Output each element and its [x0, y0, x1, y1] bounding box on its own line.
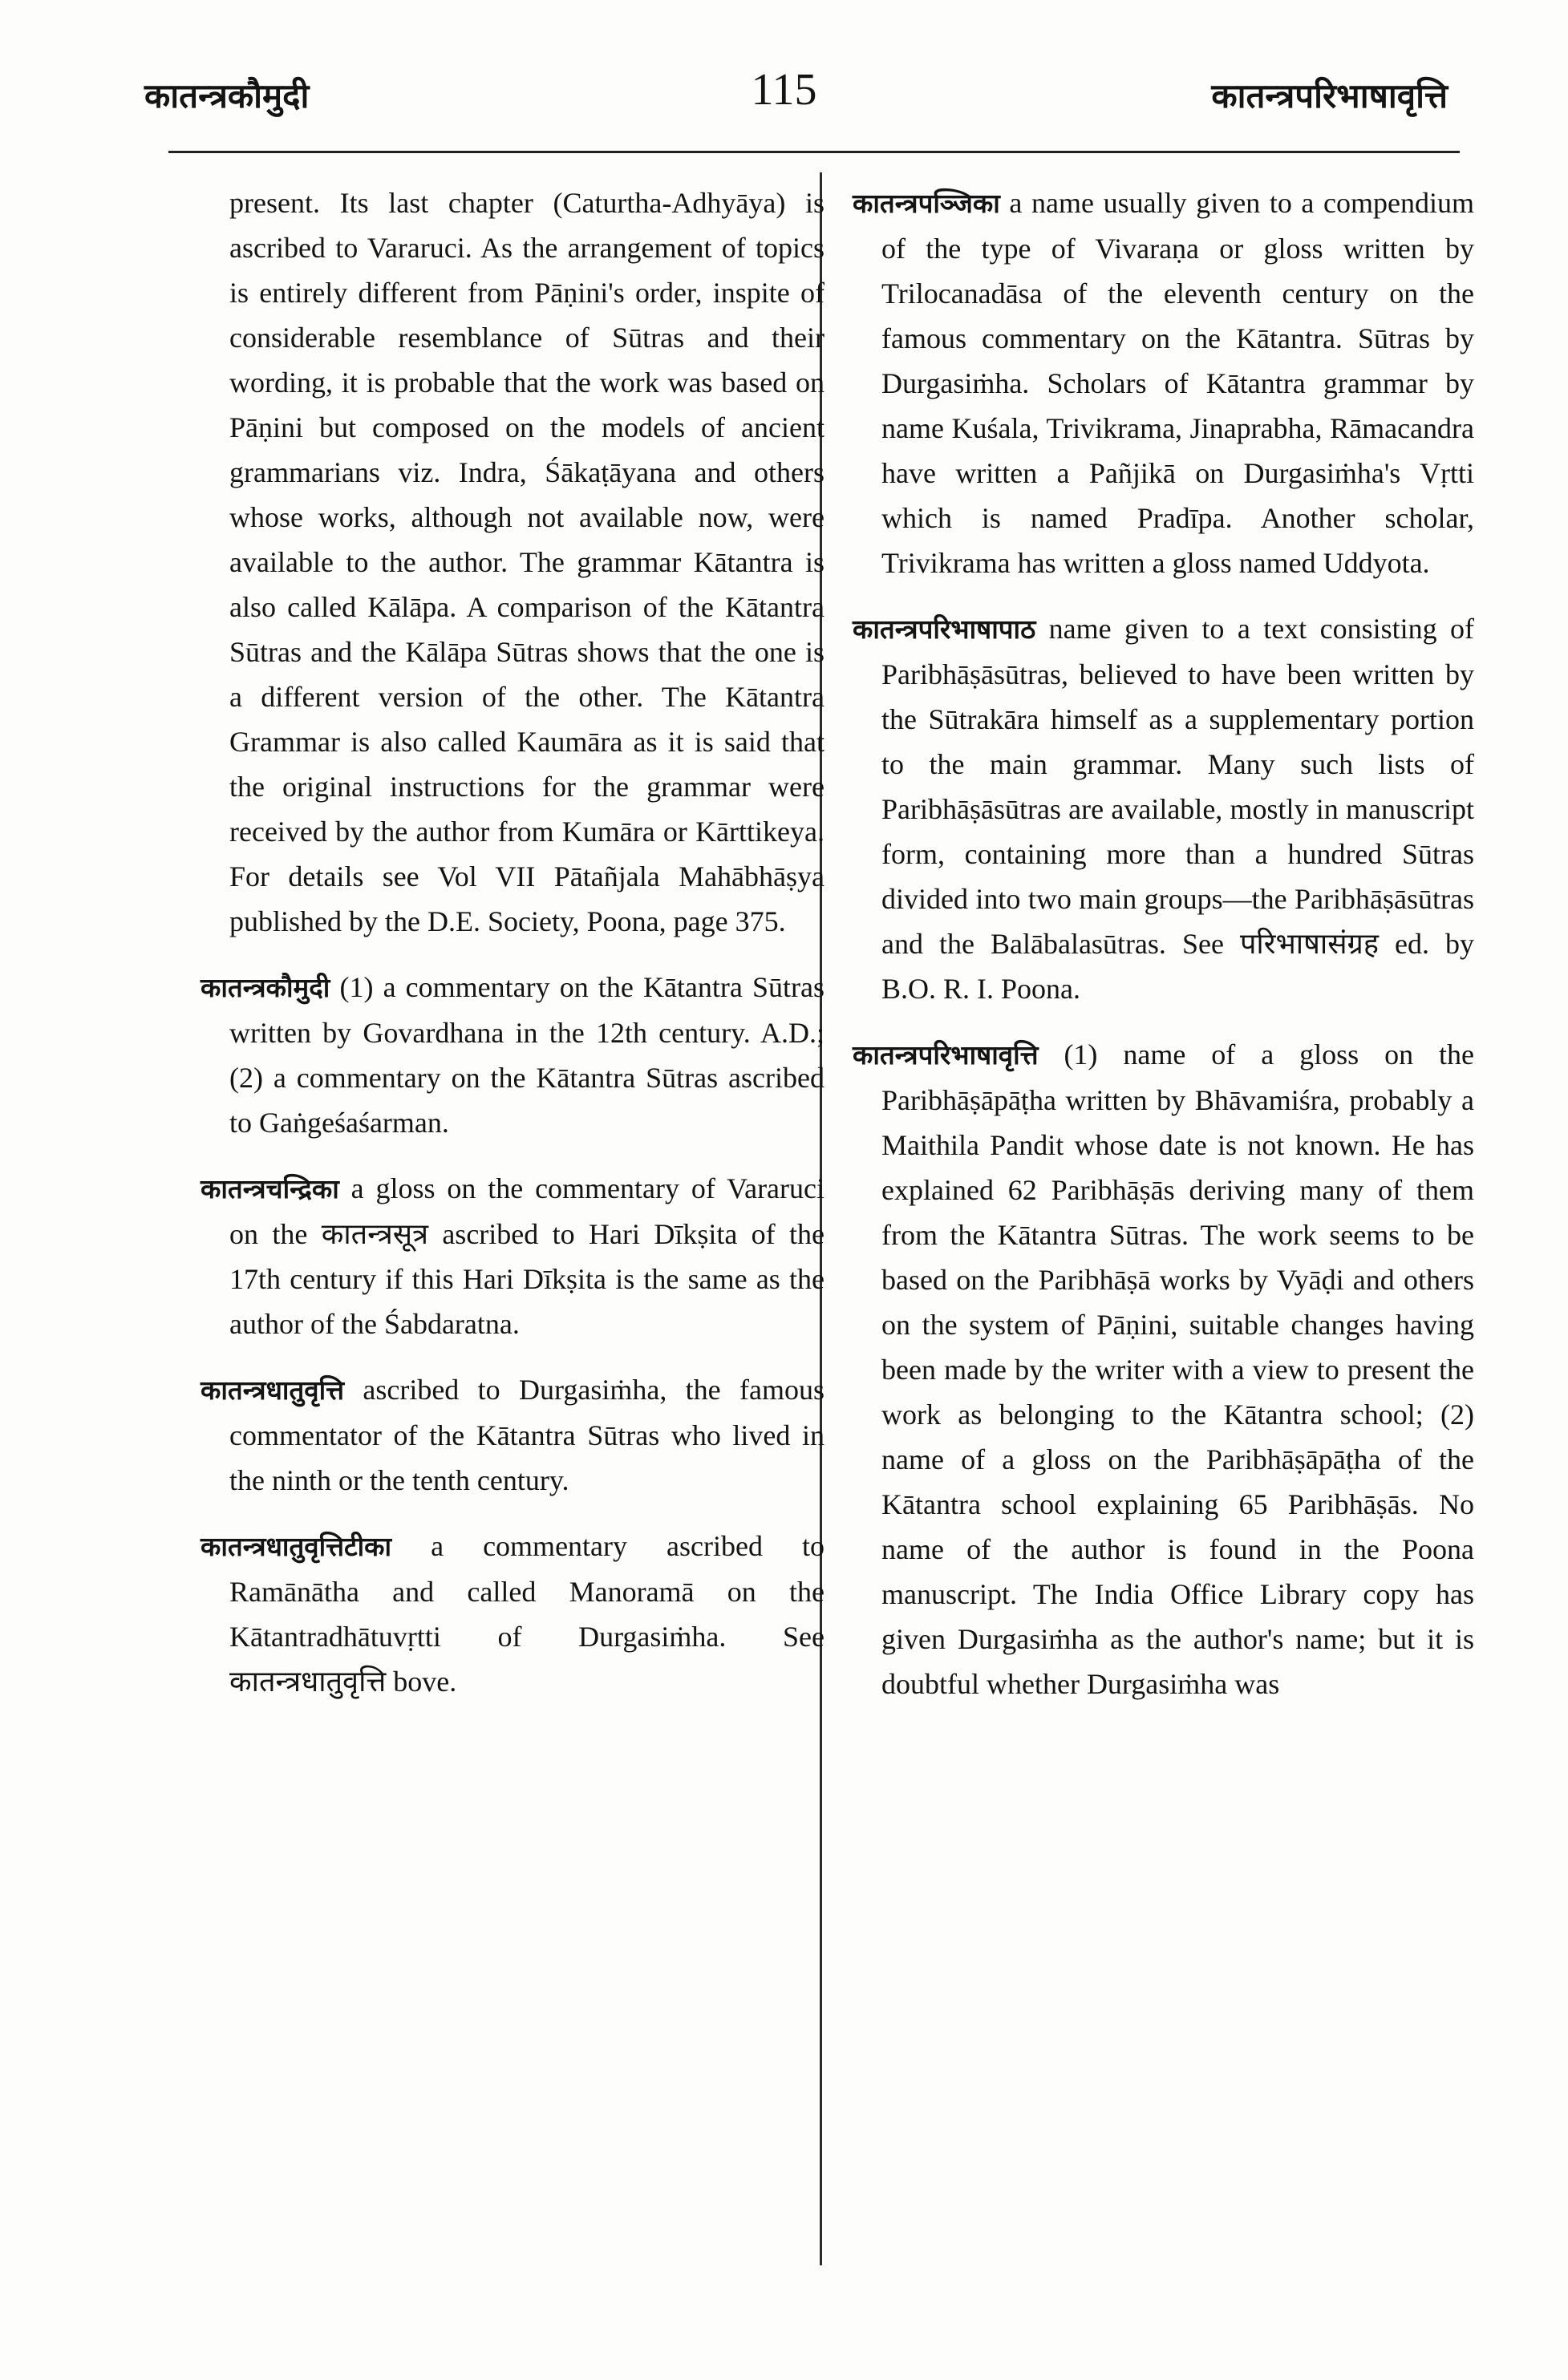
- entry-text: ascribed to Durgasiṁha, the famous commentator of the Kātantra Sūtras who lived in the ninth or the tenth century.: [229, 1374, 825, 1496]
- entry-headword: कातन्त्रधातुवृत्तिटीका: [201, 1531, 392, 1562]
- entry-text: a name usually given to a compendium of the type of Vivaraṇa or gloss written by Trilocanadāsa of the eleventh century on the famous commentary on the Kātantra. Sūtras by Durgasiṁha. Scholars of Kātantra grammar by name Kuśala, Trivikrama, Jinaprabha, Rāmacandra have written a Pañjikā on Durgasiṁha's Vṛtti which is named Pradīpa. Another scholar, Trivikrama has written a gloss named Uddyota.: [881, 187, 1474, 579]
- header-rule: [168, 151, 1460, 153]
- right-column: [853, 180, 1474, 1727]
- entry-headword: कातन्त्रधातुवृत्ति: [201, 1374, 344, 1406]
- entry-text: (1) a commentary on the Kātantra Sūtras written by Govardhana in the 12th century. A.D.; (2) a commentary on the Kātantra Sūtras ascribed to Gaṅgeśaśarman.: [229, 971, 825, 1139]
- entry-headword: कातन्त्रपरिभाषापाठ: [853, 613, 1036, 645]
- dictionary-entry: [853, 606, 1474, 1011]
- left-column: [201, 180, 825, 1725]
- dictionary-entry: [853, 1032, 1474, 1706]
- header-right-headword: कातन्त्रपरिभाषावृत्ति: [1211, 76, 1448, 115]
- dictionary-entry: [201, 965, 825, 1145]
- dictionary-entry: [201, 1367, 825, 1503]
- entry-headword: कातन्त्रपरिभाषावृत्ति: [853, 1039, 1039, 1071]
- dictionary-entry: [201, 1524, 825, 1704]
- continued-entry-text: present. Its last chapter (Caturtha-Adhyāya) is ascribed to Vararuci. As the arrangement of topics is entirely different from Pāṇini's order, inspite of considerable resemblance of Sūtras and their wording, it is probable that the work was based on Pāṇini but composed on the models of ancient grammarians viz. Indra, Śākaṭāyana and others whose works, although not available now, were available to the author. The grammar Kātantra is also called Kālāpa. A comparison of the Kātantra Sūtras and the Kālāpa Sūtras shows that the one is a different version of the other. The Kātantra Grammar is also called Kaumāra as it is said that the original instructions for the grammar were received by the author from Kumāra or Kārttikeya. For details see Vol VII Pātañjala Mahābhāṣya published by the D.E. Society, Poona, page 375.: [229, 187, 825, 937]
- entry-headword: कातन्त्रचन्द्रिका: [201, 1173, 339, 1204]
- page-number: 115: [751, 65, 817, 115]
- running-header: [0, 56, 1568, 120]
- continued-entry: [201, 180, 825, 944]
- entry-headword: कातन्त्रपञ्जिका: [853, 188, 1000, 219]
- entry-text: (1) name of a gloss on the Paribhāṣāpāṭha written by Bhāvamiśra, probably a Maithila Pandit whose date is not known. He has explained 62 Paribhāṣās deriving many of them from the Kātantra Sūtras. The work seems to be based on the Paribhāṣā works by Vyāḍi and others on the system of Pāṇini, suitable changes having been made by the writer with a view to present the work as belonging to the Kātantra school; (2) name of a gloss on the Paribhāṣāpāṭha of the Kātantra school explaining 65 Paribhāṣās. No name of the author is found in the Poona manuscript. The India Office Library copy has given Durgasiṁha as the author's name; but it is doubtful whether Durgasiṁha was: [881, 1038, 1474, 1700]
- entry-text: a gloss on the commentary of Vararuci on the कातन्त्रसूत्र ascribed to Hari Dīkṣita of the 17th century if this Hari Dīkṣita is the same as the author of the Śabdaratna.: [229, 1172, 825, 1340]
- entry-text: a commentary ascribed to Ramānātha and called Manoramā on the Kātantradhātuvṛtti of Durgasiṁha. See कातन्त्रधातुवृत्ति bove.: [229, 1530, 825, 1698]
- header-left-headword: कातन्त्रकौमुदी: [144, 76, 310, 115]
- dictionary-entry: [853, 180, 1474, 585]
- entry-text: name given to a text consisting of Paribhāṣāsūtras, believed to have been written by the Sūtrakāra himself as a supplementary portion to the main grammar. Many such lists of Paribhāṣāsūtras are available, mostly in manuscript form, containing more than a hundred Sūtras divided into two main groups—the Paribhāṣāsūtras and the Balābalasūtras. See परिभाषासंग्रह ed. by B.O. R. I. Poona.: [881, 613, 1474, 1005]
- entry-headword: कातन्त्रकौमुदी: [201, 972, 330, 1003]
- dictionary-entry: [201, 1166, 825, 1346]
